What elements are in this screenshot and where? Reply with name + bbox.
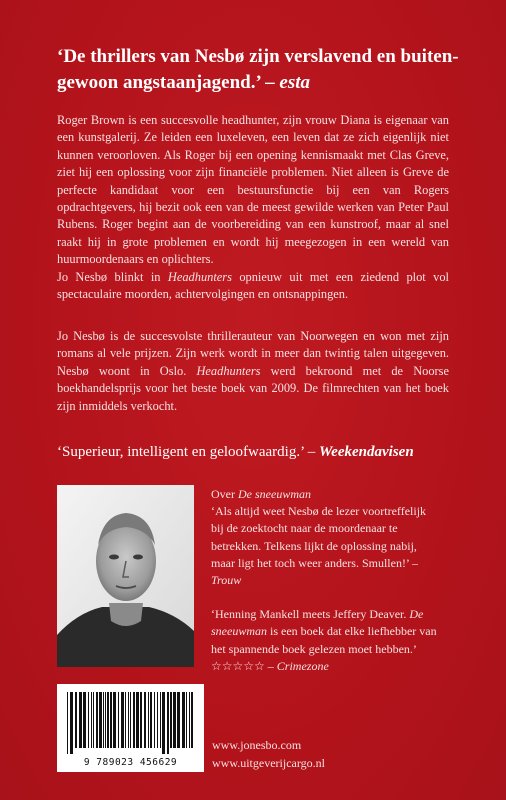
barcode-bar [70, 692, 73, 754]
author-bio [57, 328, 449, 415]
review-trouw [211, 503, 441, 589]
about-title: De sneeuwman [238, 487, 311, 501]
top-quote-source: esta [279, 72, 310, 93]
url-publisher[interactable]: www.uitgeverijcargo.nl [212, 756, 325, 770]
barcode-bar [150, 692, 152, 748]
website-links [212, 736, 412, 772]
review-crimezone-post: is een boek dat elke liefhebber van het spannende boek gelezen moet hebben.’ ☆☆☆☆☆ – [211, 624, 437, 673]
review-trouw-text: ‘Als altijd weet Nesbø de lezer voortreffelijk bij de zoektocht naar de moordenaar te betrekken. Telkens lijkt de oplossing nabij, maar ligt het toch weer anders. Smullen!’ – [211, 504, 427, 570]
synopsis-paragraph: Roger Brown is een succesvolle headhunter, zijn vrouw Diana is eigenaar van een kunstgalerij. Ze leiden een luxeleven, een leven dat ze zich eigenlijk niet kunnen veroorloven. Als Roger bij een opening kennismaakt met Clas Greve, ziet hij een oplossing voor zijn financiële problemen. Niet alleen is Greve de perfecte kandidaat voor een bestuursfunctie bij een van Rogers opdrachtgevers, hij bezit ook een van de meest gewilde werken van Peter Paul Rubens. Roger begint aan de voorbereiding van een kunstroof, maar al snel raakt hij in grote problemen en wordt hij meegezogen in een wereld van huurmoordenaars en oplichters. [57, 113, 449, 267]
barcode-bar [182, 692, 185, 748]
barcode-bars [57, 684, 204, 756]
synopsis-closing [57, 269, 449, 304]
barcode-bar [130, 692, 131, 748]
synopsis [57, 112, 449, 303]
review-trouw-source: Trouw [211, 573, 242, 588]
barcode-bar [148, 692, 149, 748]
synopsis-closing-pre: Jo Nesbø blinkt in [57, 269, 168, 284]
barcode-bar [167, 692, 169, 754]
review-crimezone-pre: ‘Henning Mankell meets Jeffery Deaver. [211, 607, 410, 622]
barcode-bar [67, 692, 68, 754]
barcode-bar [162, 692, 165, 754]
barcode-bar [160, 692, 161, 748]
bio-book-title: Headhunters [196, 363, 261, 378]
barcode-bar [99, 692, 102, 748]
bio-post: werd bekroond met de Noorse boekhandelsprijs voor het beste boek van 2009. De filmrechten van het boek zijn inmiddels verkocht. [57, 363, 449, 413]
top-quote-text: ‘De thrillers van Nesbø zijn verslavend en buiten-gewoon angstaanjagend.’ – [57, 46, 459, 93]
barcode-bar [105, 692, 106, 748]
top-review-quote [57, 44, 467, 96]
barcode-bar [191, 692, 193, 748]
review-crimezone-source: Crimezone [276, 658, 329, 673]
spacer [211, 589, 441, 606]
barcode-bar [173, 692, 176, 748]
barcode-bar [140, 692, 142, 748]
barcode-bar [91, 692, 92, 748]
barcode-bar [118, 692, 119, 748]
about-label: Over [211, 487, 238, 501]
barcode-bar [79, 692, 82, 748]
mid-review-quote [57, 442, 467, 462]
barcode-bar [170, 692, 172, 748]
isbn-number: 9 789023 456629 [83, 757, 178, 768]
mid-quote-source: Weekendavisen [318, 444, 414, 460]
barcode-bar [110, 692, 112, 748]
barcode-bar [103, 692, 104, 748]
barcode-bar [186, 692, 187, 748]
barcode-bar [107, 692, 109, 748]
about-heading [211, 486, 441, 503]
mid-quote-text: ‘Superieur, intelligent en geloofwaardig.’ – [57, 444, 319, 460]
barcode-bar [75, 692, 77, 748]
barcode-bar [93, 692, 94, 748]
barcode-bar [154, 692, 155, 748]
author-photo [57, 485, 194, 667]
url-author[interactable]: www.jonesbo.com [212, 738, 302, 752]
barcode-bar [157, 692, 158, 748]
barcode-bar [88, 692, 89, 748]
barcode-bar [125, 692, 126, 748]
synopsis-closing-post: opnieuw uit met een ziedend plot vol spectaculaire moorden, achtervolgingen en ontsnappingen. [57, 269, 449, 302]
review-crimezone [211, 606, 441, 675]
book-title: Headhunters [167, 269, 232, 284]
bio-pre: Jo Nesbø is de succesvolste thrillerauteur van Noorwegen en won met zijn romans al vele prijzen. Zijn werk wordt in meer dan twintig talen uitgegeven. Nesbø woont in Oslo. [57, 329, 449, 378]
barcode-bar [96, 692, 98, 748]
barcode-bar [189, 692, 190, 748]
isbn-barcode [57, 684, 204, 772]
barcode-bar [83, 692, 86, 748]
barcode-bar [113, 692, 116, 748]
barcode-bar [136, 692, 139, 748]
barcode-bar [133, 692, 135, 748]
barcode-bar [177, 692, 180, 748]
sidebar-reviews [211, 486, 441, 675]
barcode-bar [128, 692, 129, 748]
barcode-bar [121, 692, 124, 748]
review-crimezone-title: De sneeuwman [211, 607, 424, 639]
barcode-bar [144, 692, 146, 748]
author-bio-text [57, 328, 449, 415]
